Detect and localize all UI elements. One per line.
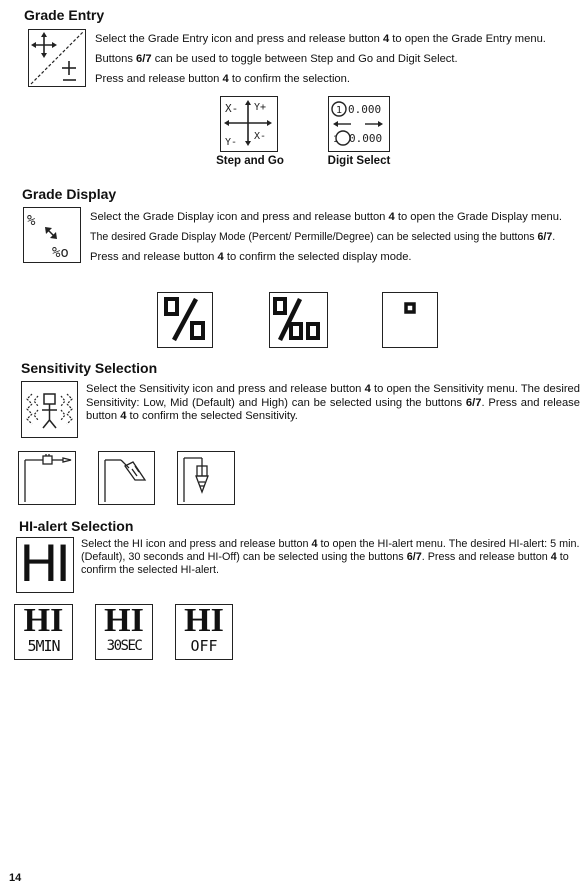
sensitivity-icon bbox=[21, 381, 78, 438]
hi-alert-option-30sec bbox=[95, 604, 153, 660]
sensitivity-heading: Sensitivity Selection bbox=[21, 360, 158, 376]
permille-mode-icon bbox=[269, 292, 328, 348]
svg-text:%: % bbox=[27, 213, 36, 229]
svg-text:%o: %o bbox=[52, 245, 69, 261]
hi-option-top: HI bbox=[104, 602, 144, 639]
grade-entry-text-2: Buttons 6/7 can be used to toggle between Step and Go and Digit Select. bbox=[95, 53, 458, 65]
hi-option-bottom: 30SEC bbox=[106, 638, 142, 654]
hi-option-bottom: OFF bbox=[190, 637, 218, 655]
svg-text:Y-: Y- bbox=[225, 137, 238, 148]
grade-entry-heading: Grade Entry bbox=[24, 7, 105, 23]
hi-alert-option-off bbox=[175, 604, 233, 660]
hi-alert-icon bbox=[16, 537, 74, 593]
grade-display-heading: Grade Display bbox=[22, 186, 117, 202]
hi-option-bottom: 5MIN bbox=[27, 637, 60, 655]
step-and-go-icon bbox=[220, 96, 278, 152]
sensitivity-high-icon bbox=[177, 451, 235, 505]
hi-option-top: HI bbox=[184, 602, 224, 639]
digit-select-top-value: 0.000 bbox=[348, 103, 382, 116]
grade-entry-text-1: Select the Grade Entry icon and press and release button 4 to open the Grade Entry menu. bbox=[95, 33, 546, 45]
sensitivity-text: Select the Sensitivity icon and press and release button 4 to open the Sensitivity menu. The desired Sensitivity: Low, Mid (Default) and High) can be selected using the buttons 6/7. Press and release button 4 to confirm the selected Sensitivity. bbox=[86, 383, 580, 422]
grade-entry-icon bbox=[28, 29, 86, 87]
hi-alert-heading: HI-alert Selection bbox=[19, 518, 134, 534]
page-number: 14 bbox=[9, 872, 22, 884]
percent-mode-icon bbox=[157, 292, 213, 348]
sensitivity-mid-icon bbox=[98, 451, 155, 505]
svg-text:X-: X- bbox=[225, 102, 239, 115]
degree-mode-icon bbox=[382, 292, 438, 348]
grade-entry-text-3: Press and release button 4 to confirm the selection. bbox=[95, 73, 350, 85]
grade-display-text-1: Select the Grade Display icon and press and release button 4 to open the Grade Display menu. bbox=[90, 211, 563, 223]
grade-display-text-3: Press and release button 4 to confirm the selected display mode. bbox=[90, 251, 412, 263]
step-and-go-caption: Step and Go bbox=[216, 155, 284, 167]
hi-alert-text: Select the HI icon and press and release button 4 to open the HI-alert menu. The desired HI-alert: 5 min.(Default), 30 seconds and HI-Off) can be selected using the buttons 6/7. Press and release button 4 to confirm the selected HI-alert. bbox=[81, 538, 580, 576]
svg-text:X-: X- bbox=[254, 131, 267, 142]
digit-select-caption: Digit Select bbox=[327, 155, 391, 167]
grade-display-icon bbox=[23, 207, 81, 263]
svg-text:Y+: Y+ bbox=[254, 102, 267, 113]
hi-option-top: HI bbox=[23, 602, 64, 639]
digit-select-icon bbox=[328, 96, 390, 152]
digit-select-bottom-value: 0.000 bbox=[349, 132, 383, 145]
hi-alert-option-5min bbox=[14, 604, 73, 660]
grade-display-text-2: The desired Grade Display Mode (Percent/ Permille/Degree) can be selected using the buttons 6/7. bbox=[90, 231, 556, 243]
hi-alert-icon-text: HI bbox=[19, 535, 68, 593]
sensitivity-low-icon bbox=[18, 451, 76, 505]
svg-text:1: 1 bbox=[336, 105, 343, 116]
svg-text:1: 1 bbox=[333, 135, 339, 145]
